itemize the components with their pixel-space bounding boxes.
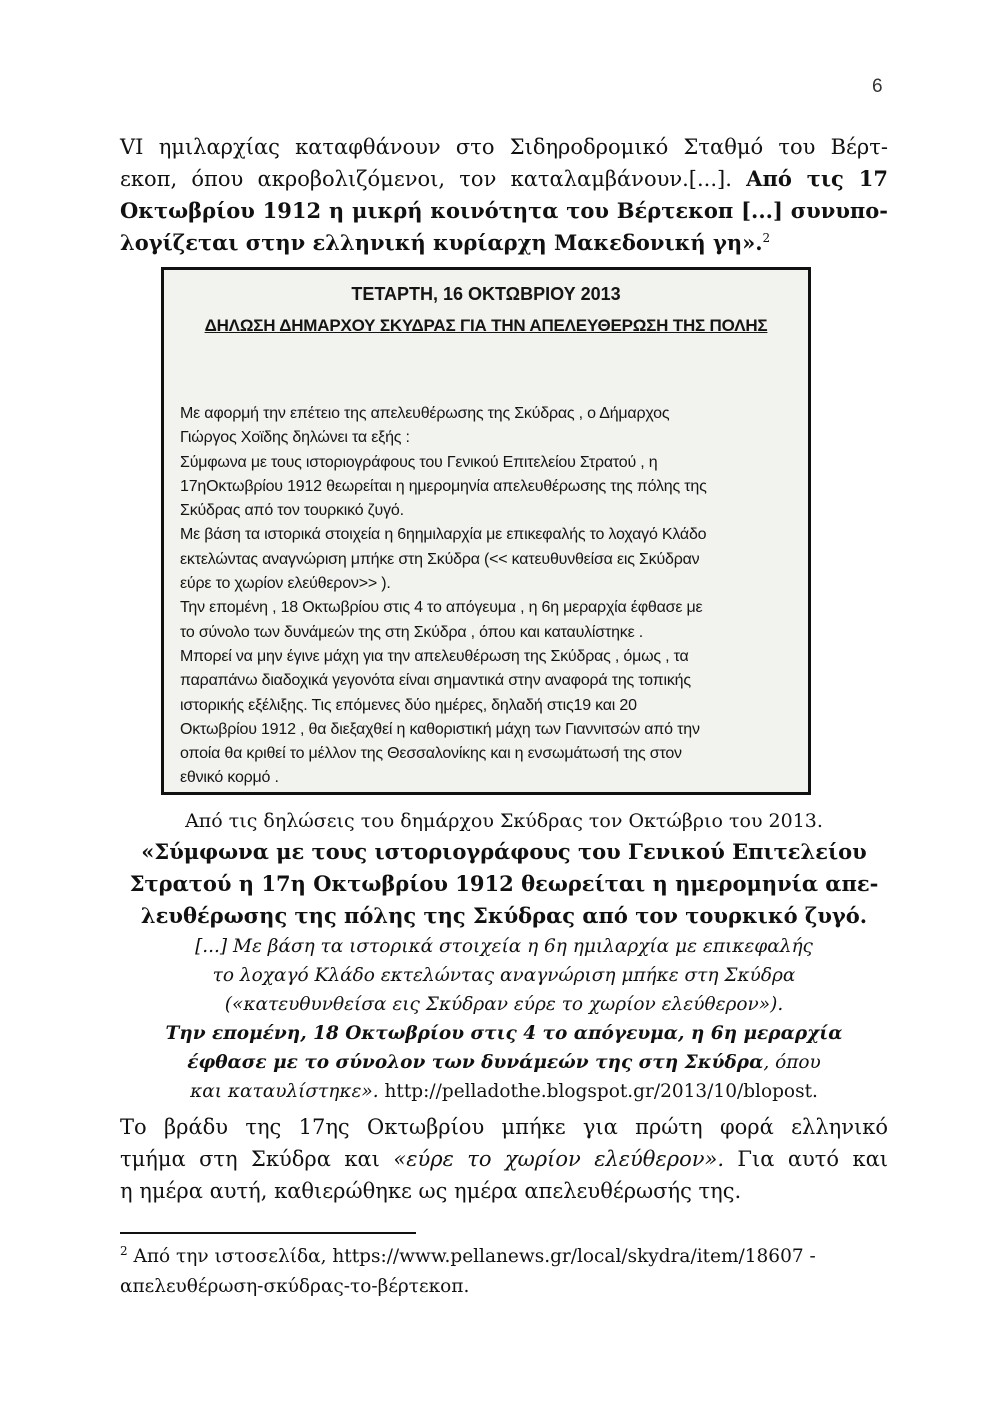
text-line: [120, 195, 888, 227]
text-line: [120, 163, 888, 195]
caption-quote-line: λευθέρωσης της πόλης της Σκύδρας από τον τουρκικό ζυγό.: [140, 903, 868, 928]
italic-text: «εύρε το χωρίον ελεύθερον».: [393, 1147, 724, 1171]
caption-intro: Από τις δηλώσεις του δημάρχου Σκύδρας τον Οκτώβριο του 2013.: [185, 810, 823, 832]
footnote: [120, 1242, 888, 1302]
clipping-date: ΤΕΤΑΡΤΗ, 16 ΟΚΤΩΒΡΙΟΥ 2013: [351, 284, 621, 304]
clipping-line: Την επομένη , 18 Οκτωβρίου στις 4 το απόγευμα , η 6η μεραρχία έφθασε με: [180, 599, 703, 617]
source-link[interactable]: http://pelladothe.blogspot.gr/2013/10/blopost.: [378, 1081, 818, 1102]
bold-text: Από τις 17: [746, 166, 888, 191]
clipping-line: ιστορικής εξέλιξης. Τις επόμενες δύο ημέρες, δηλαδή στις19 και 20: [180, 696, 637, 714]
bottom-paragraph: [120, 1111, 888, 1207]
footnote-divider: [120, 1232, 416, 1234]
caption-italic-line: [...] Με βάση τα ιστορικά στοιχεία η 6η ημιλαρχία με επικεφαλής: [195, 936, 813, 957]
footnote-line: απελευθέρωση-σκύδρας-το-βέρτεκοπ.: [120, 1276, 470, 1297]
caption-italic-line: («κατευθυνθείσα εις Σκύδραν εύρε το χωρίον ελεύθερον»).: [224, 994, 784, 1015]
italic-text: και καταυλίστηκε».: [190, 1081, 379, 1102]
page-number: 6: [872, 76, 883, 97]
text-line: VI ημιλαρχίας καταφθάνουν στο Σιδηροδρομικό Σταθμό του Βέρτ-: [120, 135, 888, 159]
bold-text: λογίζεται στην ελληνική κυρίαρχη Μακεδονική γη».: [120, 230, 763, 255]
clipping-line: Με αφορμή την επέτειο της απελευθέρωσης της Σκύδρας , ο Δήμαρχος: [180, 405, 670, 422]
caption-bold-italic-line: Την επομένη, 18 Οκτωβρίου στις 4 το απόγευμα, η 6η μεραρχία: [165, 1023, 843, 1044]
footnote-number: 2: [120, 1243, 128, 1258]
text-span: τμήμα στη Σκύδρα και: [120, 1147, 394, 1171]
newspaper-clipping: [161, 267, 811, 795]
caption-italic-line: το λοχαγό Κλάδο εκτελώντας αναγνώριση μπήκε στη Σκύδρα: [212, 965, 796, 986]
caption-quote-line: «Σύμφωνα με τους ιστοριογράφους του Γενικού Επιτελείου: [141, 839, 867, 864]
caption-last-line: [120, 1077, 888, 1106]
bold-italic-text: έφθασε με το σύνολον των δυνάμεών της στη Σκύδρα: [187, 1052, 764, 1073]
footnote-reference: 2: [762, 231, 771, 245]
clipping-line: οποία θα κριθεί το μέλλον της Θεσσαλονίκης και η ενσωμάτωσή της στον: [180, 745, 682, 763]
clipping-line: Σκύδρας από τον τουρκικό ζυγό.: [180, 502, 404, 520]
footnote-line: [120, 1242, 888, 1272]
clipping-line: Μπορεί να μην έγινε μάχη για την απελευθέρωση της Σκύδρας , όμως , τα: [180, 647, 689, 665]
text-line: [120, 227, 888, 259]
text-span: Για αυτό και: [724, 1147, 888, 1171]
italic-text: , όπου: [763, 1052, 821, 1073]
text-line: Το βράδυ της 17ης Οκτωβρίου μπήκε για πρώτη φορά ελληνικό: [120, 1115, 888, 1139]
clipping-title: ΔΗΛΩΣΗ ΔΗΜΑΡΧΟΥ ΣΚΥΔΡΑΣ ΓΙΑ ΤΗΝ ΑΠΕΛΕΥΘΕΡΩΣΗ ΤΗΣ ΠΟΛΗΣ: [204, 316, 768, 335]
clipping-line: Με βάση τα ιστορικά στοιχεία η 6ηημιλαρχία με επικεφαλής το λοχαγό Κλάδο: [180, 526, 707, 544]
text-line: [120, 1143, 888, 1175]
clipping-line: το σύνολο των δυνάμεών της στη Σκύδρα , όπου και καταυλίστηκε .: [180, 623, 643, 641]
caption-mixed-line: [120, 1048, 888, 1077]
clipping-line: εκτελώντας αναγνώριση μπήκε στη Σκύδρα (<< κατευθυνθείσα εις Σκύδραν: [180, 550, 700, 568]
bold-text: Οκτωβρίου 1912 η μικρή κοινότητα του Βέρτεκοπ [...] συνυπο-: [120, 198, 888, 223]
clipping-line: Σύμφωνα με τους ιστοριογράφους του Γενικού Επιτελείου Στρατού , η: [180, 453, 658, 471]
text-span: εκοπ, όπου ακροβολιζόμενοι, τον καταλαμβάνουν.[...].: [120, 167, 747, 191]
text-line: η ημέρα αυτή, καθιερώθηκε ως ημέρα απελευθέρωσής της.: [120, 1179, 742, 1203]
caption-quote-line: Στρατού η 17η Οκτωβρίου 1912 θεωρείται η ημερομηνία απε-: [129, 871, 879, 896]
footnote-text[interactable]: Από την ιστοσελίδα, https://www.pellanews.gr/local/skydra/item/18607 -: [127, 1246, 816, 1267]
clipping-line: παραπάνω διαδοχικά γεγονότα είναι σημαντικά στην αναφορά της τοπικής: [180, 672, 691, 690]
top-paragraph: [120, 131, 888, 259]
clipping-line: Οκτωβρίου 1912 , θα διεξαχθεί η καθοριστική μάχη των Γιαννιτσών από την: [180, 720, 700, 738]
clipping-line: Γιώργος Χοϊδης δηλώνει τα εξής :: [180, 429, 410, 447]
clipping-line: εθνικό κορμό .: [180, 769, 279, 787]
clipping-body: [180, 402, 794, 791]
clipping-line: 17ηΟκτωβρίου 1912 θεωρείται η ημερομηνία απελευθέρωσης της πόλης της: [180, 477, 707, 495]
clipping-caption: [120, 806, 888, 1106]
clipping-line: εύρε το χωρίον ελεύθερον>> ).: [180, 575, 391, 593]
